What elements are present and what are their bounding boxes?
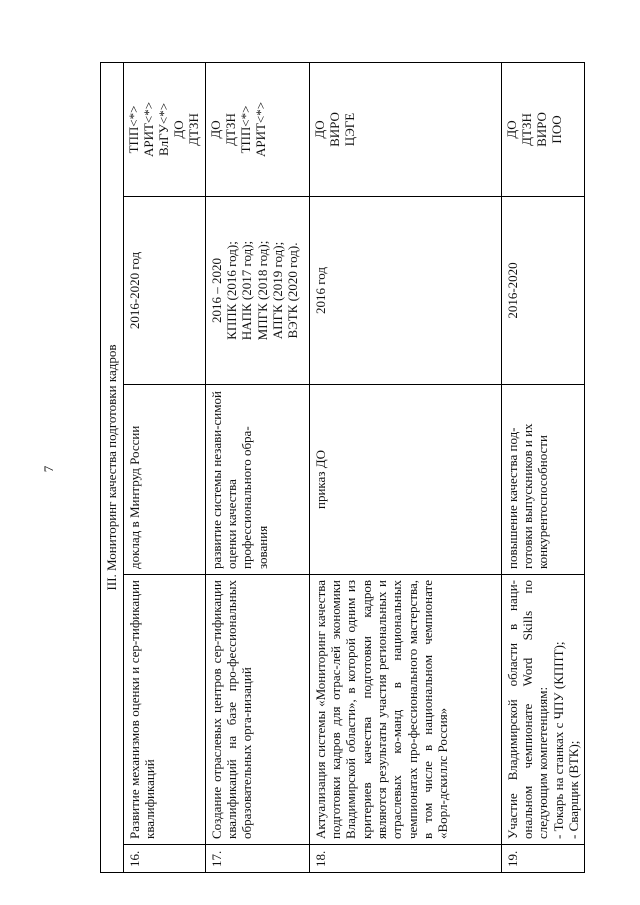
- table-row: [205, 62, 309, 872]
- responsible-item: ВИРО: [533, 112, 549, 147]
- event-line: - Токарь на станках с ЧПУ (КППТ);: [550, 641, 566, 839]
- term-line: ВЭТК (2020 год).: [285, 242, 301, 339]
- page-number: 7: [41, 465, 56, 473]
- term-line: МПГК (2018 год);: [254, 240, 270, 341]
- term-cell: 2016-2020 год: [124, 197, 206, 385]
- event-line: - Сварщик (ВТК);: [566, 740, 581, 839]
- term-cell: 2016 год: [309, 197, 501, 385]
- term-line: НАПК (2017 год);: [239, 240, 255, 341]
- responsible-item: ДО: [170, 120, 186, 139]
- responsible-item: ДО: [503, 120, 519, 139]
- responsible-item: АРИТ<*>: [140, 101, 156, 158]
- responsible-item: ТПП<*>: [237, 105, 253, 154]
- responsible-item: ДО: [311, 120, 327, 139]
- responsible-item: ТПП<*>: [126, 105, 141, 154]
- responsible-item: ЦЭГЕ: [341, 112, 357, 147]
- responsible-item: ВлГУ<*>: [155, 102, 171, 156]
- rotated-table-container: [100, 63, 584, 873]
- responsible-item: АРИТ<*>: [252, 101, 268, 158]
- result-cell: доклад в Минтруд России: [124, 385, 206, 575]
- term-line: КППК (2016 год);: [224, 241, 240, 340]
- responsible-cell: [124, 62, 206, 196]
- responsible-item: ВИРО: [326, 112, 342, 147]
- row-number: 17.: [205, 845, 309, 873]
- responsible-cell: [205, 62, 309, 196]
- term-line: 2016 – 2020: [208, 258, 224, 323]
- table-row: [501, 62, 585, 872]
- row-number: 18.: [309, 845, 501, 873]
- result-cell: развитие системы незави-симой оценки качества профессионального обра-зования: [205, 385, 309, 575]
- section-title: III. Мониторинг качества подготовки кадров: [101, 62, 124, 872]
- row-number: 19.: [501, 845, 585, 873]
- term-cell: [205, 197, 309, 385]
- event-line: Участие Владимирской области в наци-ональном чемпионате Word Skills по следующим компетенциям:: [504, 580, 551, 839]
- responsible-cell: [501, 62, 585, 196]
- responsible-item: ДТЗН: [222, 113, 238, 146]
- result-cell: приказ ДО: [309, 385, 501, 575]
- term-cell: 2016-2020: [501, 197, 585, 385]
- event-cell: Актуализация системы «Мониторинг качества подготовки кадров для отрас-лей экономики Владимирской области», в которой одним из критериев качества подготовки кадров являются результаты участия региональных и отраслевых ко-манд в национальных чемпионатах про-фессионального мастерства, в том числе в национальном чемпионате «Ворл-дскиллс Россия»: [309, 575, 501, 845]
- responsible-item: ДО: [207, 120, 223, 139]
- plan-table: [100, 62, 585, 873]
- row-number: 16.: [124, 845, 206, 873]
- responsible-item: ДТЗН: [518, 113, 534, 146]
- event-cell: Создание отраслевых центров сер-тификации квалификаций на базе про-фессиональных образовательных орга-низаций: [205, 575, 309, 845]
- event-cell: Развитие механизмов оценки и сер-тификации квалификаций: [124, 575, 206, 845]
- result-cell: повышение качества под-готовки выпускников и их конкурентоспособности: [501, 385, 585, 575]
- table-row: [124, 62, 206, 872]
- responsible-cell: [309, 62, 501, 196]
- table-frame: [100, 63, 584, 873]
- event-cell: [501, 575, 585, 845]
- responsible-item: ПОО: [548, 115, 564, 144]
- table-row: [309, 62, 501, 872]
- term-line: АПГК (2019 год);: [270, 241, 285, 340]
- section-header-row: [101, 62, 124, 872]
- responsible-item: ДТЗН: [185, 113, 201, 146]
